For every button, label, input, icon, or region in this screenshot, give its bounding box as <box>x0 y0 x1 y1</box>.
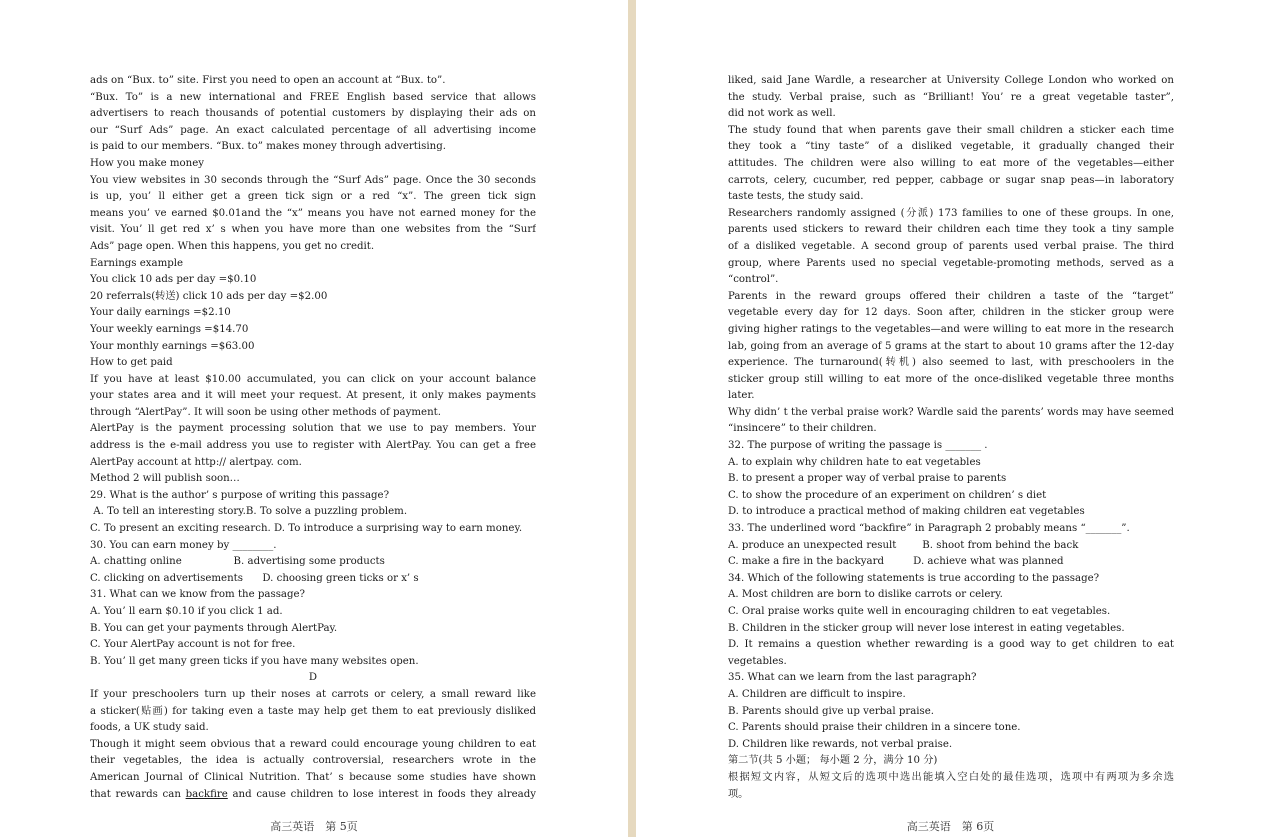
text-line: Your weekly earnings =$14.70 <box>90 323 249 335</box>
text-line: B. to present a proper way of verbal praise to parents <box>728 473 1007 485</box>
text-line: 31. What can we know from the passage? <box>90 589 306 601</box>
text-line: Though it might seem obvious that a reward could encourage young children to eat <box>90 738 536 750</box>
text-line: C. clicking on advertisements D. choosing green ticks or x’ s <box>90 572 419 584</box>
text-line: C. to show the procedure of an experiment on children’ s diet <box>728 489 1047 501</box>
text-line: 35. What can we learn from the last paragraph? <box>728 672 977 684</box>
text-line: address is the e-mail address you use to register with AlertPay. You can get a free <box>90 440 536 452</box>
page-footer-right: 高三英语 第 6页 <box>906 820 995 833</box>
text-line: D. to introduce a practical method of making children eat vegetables <box>728 506 1085 518</box>
text-line: AlertPay is the payment processing solution that we use to pay members. Your <box>90 423 536 435</box>
text-line: How you make money <box>90 157 204 169</box>
text-line: lab, going from an average of 5 grams at the start to about 10 grams after the 12-day <box>728 340 1174 352</box>
text-line: Method 2 will publish soon… <box>90 473 240 485</box>
text-line: The study found that when parents gave their small children a sticker each time <box>728 124 1174 136</box>
text-line: sticker group still willing to eat more of the once-disliked vegetable three months <box>728 373 1174 385</box>
text-line: 32. The purpose of writing the passage is _______ . <box>728 440 988 452</box>
text-line: Why didn’ t the verbal praise work? Wardle said the parents’ words may have seemed <box>728 406 1174 418</box>
text-line: 33. The underlined word “backfire” in Paragraph 2 probably means “_______”. <box>728 523 1130 535</box>
text-line: You view websites in 30 seconds through the “Surf Ads” page. Once the 30 seconds <box>90 174 536 186</box>
text-line: Parents in the reward groups offered their children a taste of the “target” <box>728 290 1174 302</box>
text-line: taste tests, the study said. <box>728 191 864 203</box>
text-line: 30. You can earn money by ________. <box>90 539 277 551</box>
text-line: Ads” page open. When this happens, you get no credit. <box>90 240 375 252</box>
text-line: carrots, celery, cucumber, red pepper, cabbage or sugar snap peas—in laboratory <box>728 174 1174 186</box>
text-line: later. <box>728 390 755 402</box>
document-page-right <box>636 0 1265 837</box>
text-line: group, where Parents used no special vegetable-promoting methods, served as a <box>728 257 1174 269</box>
text-line <box>90 787 536 804</box>
page-divider <box>628 0 636 837</box>
text-line: D. It remains a question whether rewarding is a good way to get children to eat <box>728 639 1174 651</box>
text-line: experience. The turnaround(转机) also seemed to last, with preschoolers in the <box>728 357 1174 369</box>
section-letter: D <box>308 672 318 684</box>
text-line: B. Parents should give up verbal praise. <box>728 705 935 717</box>
text-line: C. Parents should praise their children in a sincere tone. <box>728 722 1021 734</box>
text-line: 34. Which of the following statements is true according to the passage? <box>728 572 1100 584</box>
text-line: is paid to our members. “Bux. to” makes money through advertising. <box>90 141 446 153</box>
text-line: attitudes. The children were also willing to eat more of the vegetables—either <box>728 157 1174 169</box>
text-line: 根据短文内容，从短文后的选项中选出能填入空白处的最佳选项，选项中有两项为多余选 <box>728 771 1174 783</box>
text-line: A. Most children are born to dislike carrots or celery. <box>728 589 1003 601</box>
text-line: You click 10 ads per day =$0.10 <box>90 274 257 286</box>
left-text-column <box>90 73 536 803</box>
text-line: 29. What is the author’ s purpose of writing this passage? <box>90 489 390 501</box>
text-line: A. produce an unexpected result B. shoot from behind the back <box>728 539 1079 551</box>
right-text-column <box>728 73 1174 803</box>
text-line: If your preschoolers turn up their noses at carrots or celery, a small reward like <box>90 688 536 700</box>
text-line: Your monthly earnings =$63.00 <box>90 340 255 352</box>
text-line: did not work as well. <box>728 108 836 120</box>
text-line: C. make a fire in the backyard D. achieve what was planned <box>728 556 1064 568</box>
text-line: A. Children are difficult to inspire. <box>728 688 906 700</box>
text-line: AlertPay account at http:// alertpay. com. <box>90 456 302 468</box>
underlined-word: backfire <box>185 788 228 800</box>
text-line: their vegetables, the idea is actually controversial, researchers wrote in the <box>90 755 536 767</box>
text-line: A. chatting online B. advertising some products <box>90 556 385 568</box>
text-line: they took a “tiny taste” of a disliked vegetable, it gradually changed their <box>728 141 1174 153</box>
page-footer-left: 高三英语 第 5页 <box>270 820 358 833</box>
document-page-left <box>0 0 628 837</box>
text-line: “control”. <box>728 274 779 286</box>
text-line: If you have at least $10.00 accumulated, you can click on your account balance <box>90 373 536 385</box>
text-line: Your daily earnings =$2.10 <box>90 307 231 319</box>
text-line: “insincere” to their children. <box>728 423 877 435</box>
text-line: “Bux. To” is a new international and FREE English based service that allows <box>90 91 536 103</box>
text-line: A. To tell an interesting story.B. To solve a puzzling problem. <box>90 506 408 518</box>
text-line: C. Oral praise works quite well in encouraging children to eat vegetables. <box>728 606 1111 617</box>
text-line: your states area and it will meet your request. At present, it only makes payments <box>90 390 536 402</box>
text-line: A. to explain why children hate to eat vegetables <box>728 456 981 468</box>
text-line: 项。 <box>728 788 749 800</box>
text-line: our “Surf Ads” page. An exact calculated percentage of all advertising income <box>90 124 536 136</box>
text-segment: and cause children to lose interest in foods they already <box>227 788 536 800</box>
text-line: a sticker(贴画) for taking even a taste may help get them to eat previously disliked <box>90 705 536 717</box>
text-line: parents used stickers to reward their children each time they took a tiny sample <box>728 224 1174 236</box>
text-line: B. You’ ll get many green ticks if you have many websites open. <box>90 655 419 667</box>
text-line: American Journal of Clinical Nutrition. That’ s because some studies have shown <box>90 771 536 783</box>
text-line: ads on “Bux. to” site. First you need to open an account at “Bux. to”. <box>90 75 446 86</box>
text-line: visit. You’ ll get red x’ s when you have more than one websites from the “Surf <box>90 224 536 236</box>
text-line: vegetable every day for 12 days. Soon after, children in the sticker group were <box>728 307 1174 319</box>
text-line: D. Children like rewards, not verbal praise. <box>728 738 953 750</box>
text-line: foods, a UK study said. <box>90 722 209 734</box>
text-line: means you’ ve earned $0.01and the “x” means you have not earned money for the <box>90 207 536 219</box>
text-line: of a disliked vegetable. A second group of parents used verbal praise. The third <box>728 240 1174 252</box>
text-line: How to get paid <box>90 357 173 369</box>
text-line: B. Children in the sticker group will never lose interest in eating vegetables. <box>728 622 1125 634</box>
text-line: through “AlertPay”. It will soon be using other methods of payment. <box>90 406 441 418</box>
text-line: C. To present an exciting research. D. To introduce a surprising way to earn money. <box>90 523 523 535</box>
text-line: C. Your AlertPay account is not for free. <box>90 639 296 651</box>
text-line: liked, said Jane Wardle, a researcher at University College London who worked on <box>728 75 1174 86</box>
text-line: A. You’ ll earn $0.10 if you click 1 ad. <box>90 606 283 617</box>
text-line: is up, you’ ll either get a green tick sign or a red “x”. The green tick sign <box>90 191 536 203</box>
text-line: advertisers to reach thousands of potential customers by displaying their ads on <box>90 108 536 120</box>
text-line: the study. Verbal praise, such as “Brilliant! You’ re a great vegetable taster”, <box>728 91 1174 103</box>
text-segment: that rewards can <box>90 788 186 800</box>
text-line: 第二节(共 5 小题； 每小题 2 分，满分 10 分) <box>728 755 938 767</box>
text-line: B. You can get your payments through AlertPay. <box>90 622 338 634</box>
text-line: 20 referrals(转送) click 10 ads per day =$2.00 <box>90 290 328 302</box>
text-line: Researchers randomly assigned (分派) 173 families to one of these groups. In one, <box>728 207 1174 219</box>
text-line: vegetables. <box>728 655 787 667</box>
text-line: Earnings example <box>90 257 184 269</box>
text-line: giving higher ratings to the vegetables—and were willing to eat more in the research <box>728 323 1174 335</box>
